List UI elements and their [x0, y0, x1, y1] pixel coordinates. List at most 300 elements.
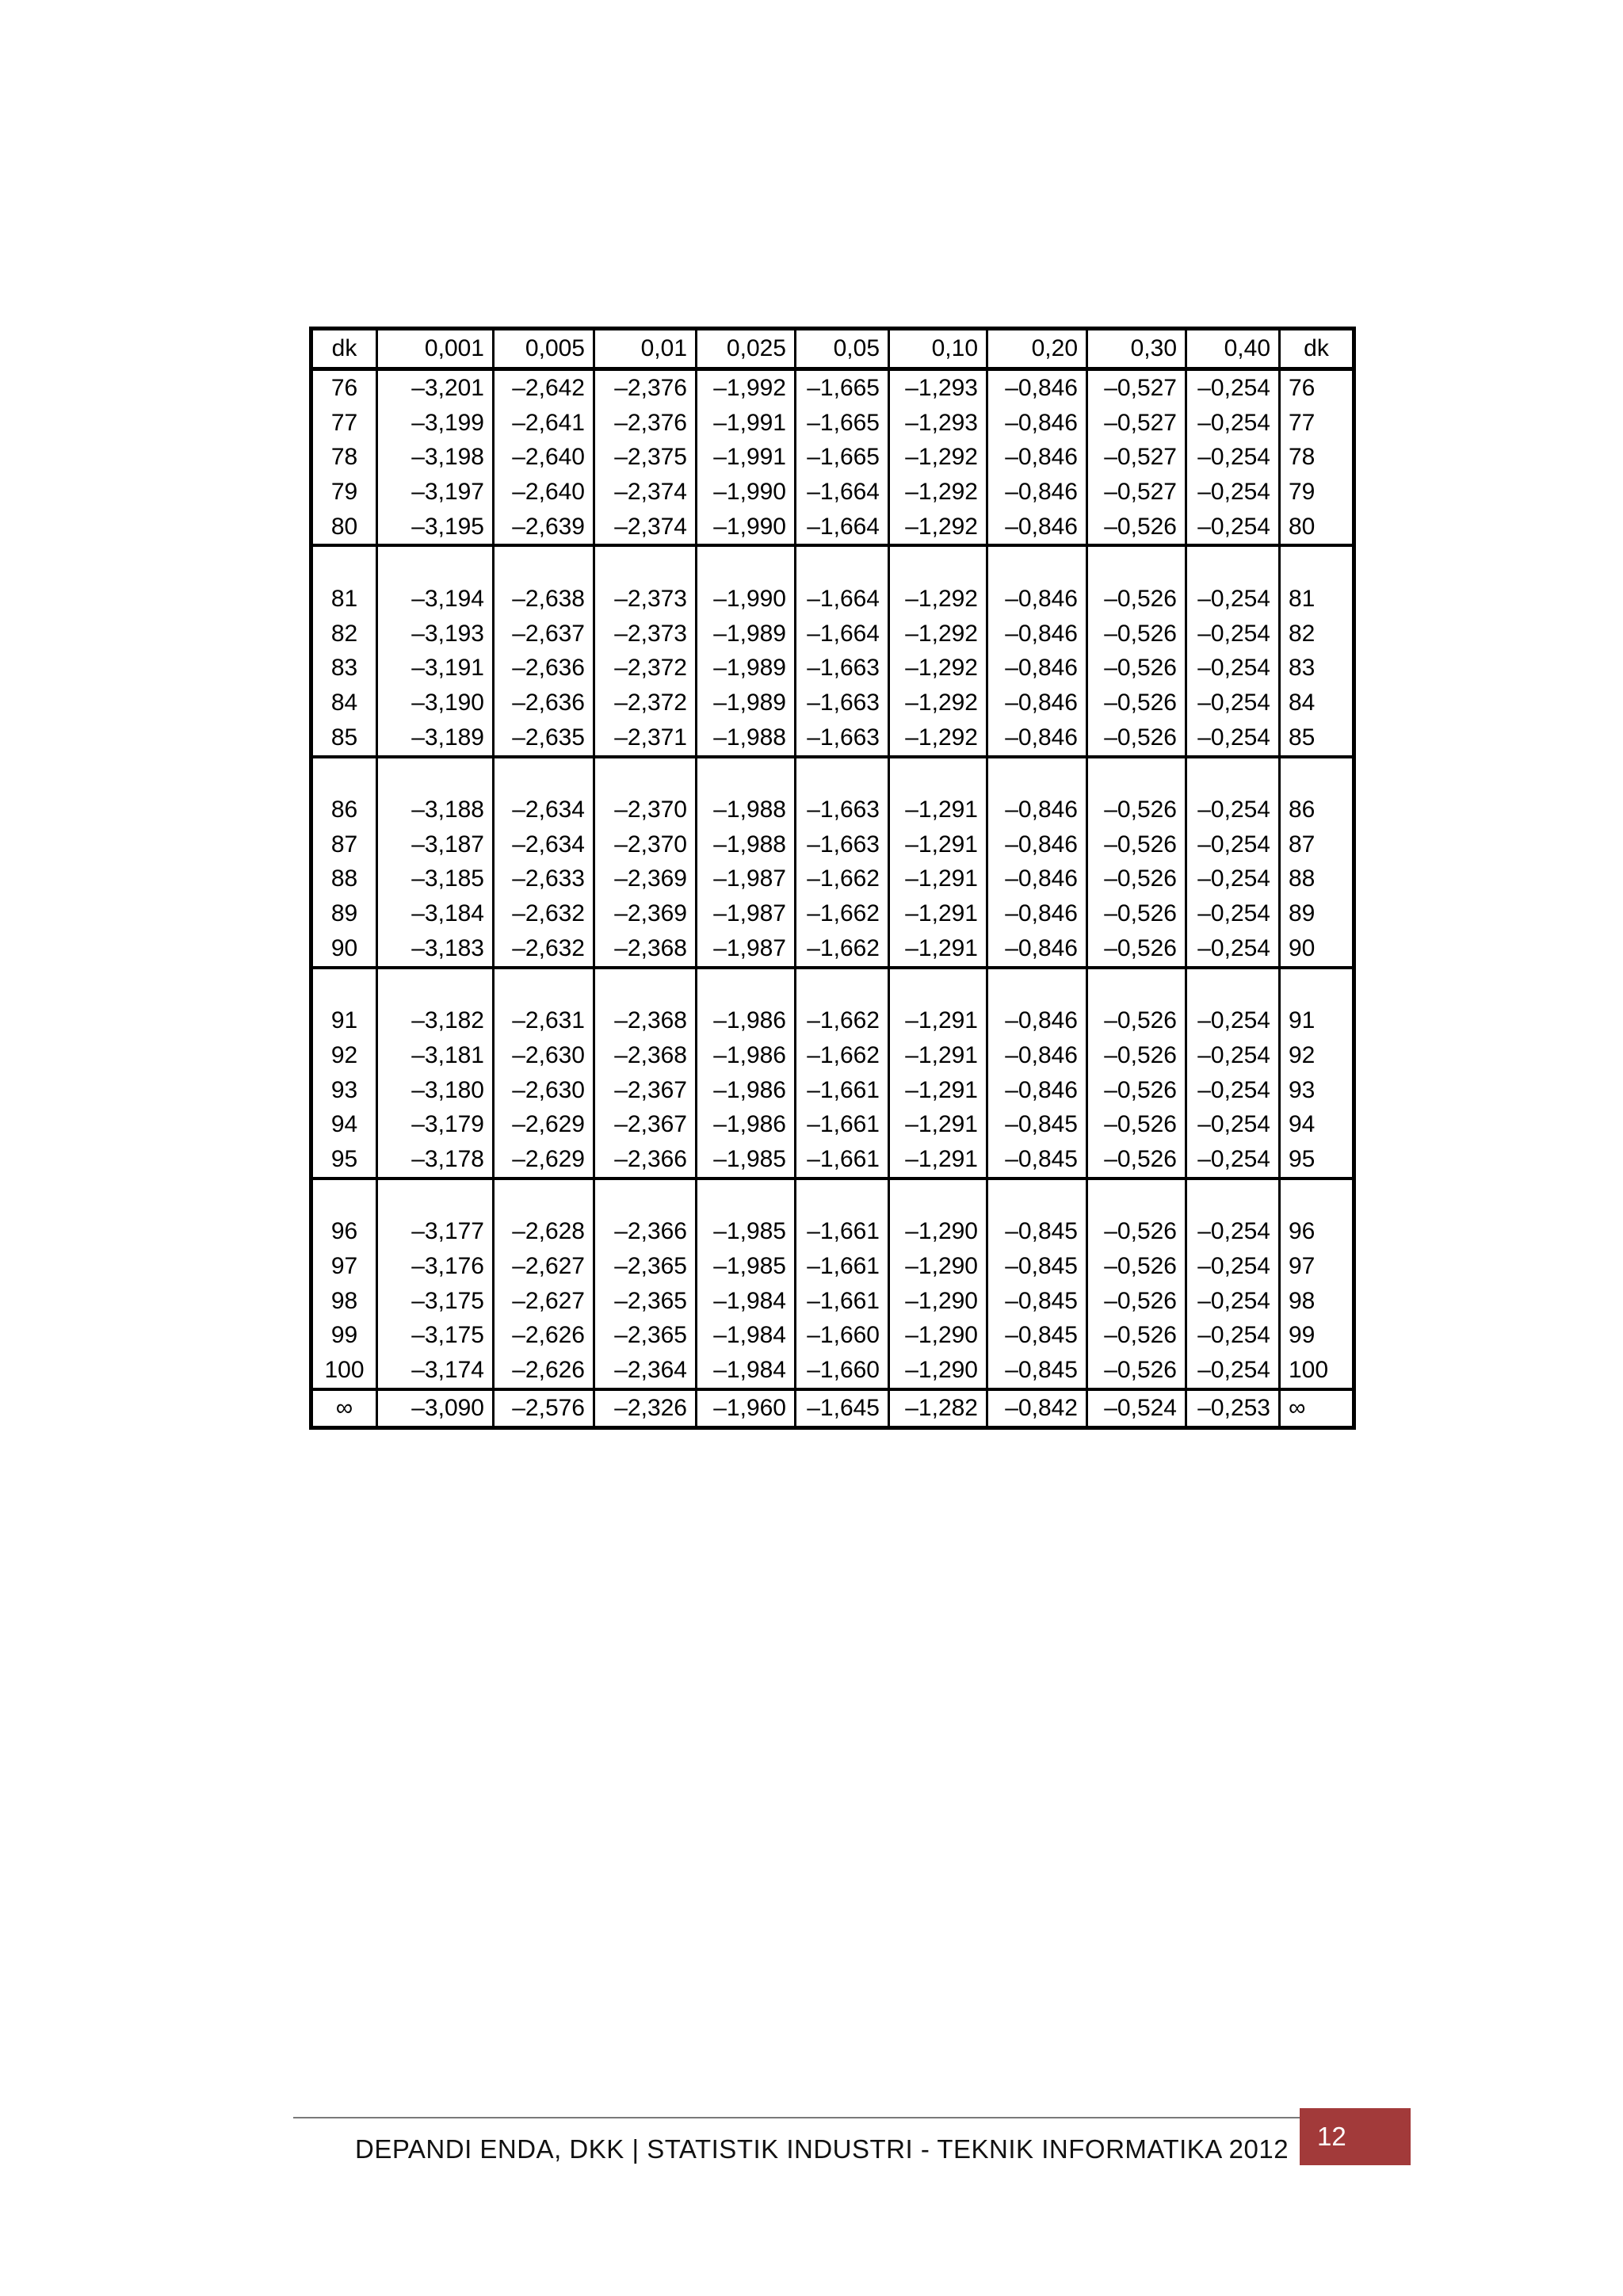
cell-value: –0,526	[1087, 1003, 1186, 1038]
cell-value: –1,291	[889, 1038, 987, 1073]
spacer-cell	[494, 968, 594, 1004]
cell-dk-right: 92	[1280, 1038, 1354, 1073]
table-row	[311, 793, 1354, 827]
table-header-row	[311, 329, 1354, 369]
cell-value: –0,526	[1087, 720, 1186, 757]
cell-value: –0,846	[987, 896, 1087, 931]
cell-value: –2,326	[594, 1389, 697, 1428]
header-alpha: 0,01	[594, 329, 697, 369]
cell-value: –1,990	[697, 475, 796, 510]
cell-value: –3,195	[377, 510, 494, 546]
cell-value: –1,292	[889, 720, 987, 757]
spacer-cell	[594, 545, 697, 582]
table-body	[311, 369, 1354, 1428]
cell-value: –2,632	[494, 931, 594, 968]
cell-value: –1,663	[796, 720, 889, 757]
cell-value: –2,366	[594, 1142, 697, 1179]
header-alpha: 0,025	[697, 329, 796, 369]
cell-value: –1,664	[796, 475, 889, 510]
cell-value: –1,660	[796, 1319, 889, 1354]
table-row	[311, 617, 1354, 651]
cell-dk-right: 99	[1280, 1319, 1354, 1354]
spacer-cell	[987, 968, 1087, 1004]
cell-value: –1,989	[697, 651, 796, 686]
cell-value: –1,662	[796, 931, 889, 968]
cell-value: –0,527	[1087, 369, 1186, 406]
cell-value: –0,526	[1087, 510, 1186, 546]
cell-value: –1,662	[796, 1003, 889, 1038]
cell-value: –0,254	[1186, 1284, 1280, 1319]
cell-value: –2,365	[594, 1284, 697, 1319]
cell-value: –3,197	[377, 475, 494, 510]
cell-value: –1,960	[697, 1389, 796, 1428]
spacer-cell	[796, 545, 889, 582]
cell-dk-left: 96	[311, 1215, 377, 1250]
cell-value: –2,374	[594, 510, 697, 546]
cell-dk-left: 91	[311, 1003, 377, 1038]
cell-value: –2,640	[494, 440, 594, 475]
spacer-cell	[697, 1179, 796, 1215]
cell-value: –0,526	[1087, 1319, 1186, 1354]
spacer-cell	[311, 545, 377, 582]
cell-value: –1,662	[796, 1038, 889, 1073]
cell-value: –2,636	[494, 686, 594, 720]
cell-value: –1,293	[889, 369, 987, 406]
spacer-cell	[889, 757, 987, 793]
cell-dk-right: 94	[1280, 1107, 1354, 1142]
cell-value: –1,986	[697, 1107, 796, 1142]
cell-value: –0,254	[1186, 369, 1280, 406]
cell-value: –3,180	[377, 1073, 494, 1108]
cell-dk-left: 88	[311, 862, 377, 897]
cell-value: –2,628	[494, 1215, 594, 1250]
cell-dk-left: 79	[311, 475, 377, 510]
spacer-cell	[697, 757, 796, 793]
spacer-cell	[1087, 1179, 1186, 1215]
cell-value: –3,175	[377, 1284, 494, 1319]
cell-value: –1,291	[889, 1073, 987, 1108]
cell-dk-right: 83	[1280, 651, 1354, 686]
cell-dk-left: 87	[311, 827, 377, 862]
cell-value: –0,526	[1087, 896, 1186, 931]
cell-dk-left: 82	[311, 617, 377, 651]
cell-value: –1,291	[889, 1003, 987, 1038]
table-row	[311, 1142, 1354, 1179]
cell-value: –0,526	[1087, 1284, 1186, 1319]
cell-value: –0,254	[1186, 651, 1280, 686]
cell-value: –3,201	[377, 369, 494, 406]
cell-value: –0,846	[987, 651, 1087, 686]
cell-value: –1,665	[796, 369, 889, 406]
cell-value: –1,986	[697, 1073, 796, 1108]
cell-value: –0,526	[1087, 793, 1186, 827]
cell-value: –0,845	[987, 1142, 1087, 1179]
cell-value: –0,846	[987, 686, 1087, 720]
group-spacer-row	[311, 968, 1354, 1004]
t-distribution-table	[309, 327, 1356, 1430]
cell-value: –0,527	[1087, 475, 1186, 510]
cell-value: –1,661	[796, 1107, 889, 1142]
cell-value: –0,524	[1087, 1389, 1186, 1428]
cell-value: –3,189	[377, 720, 494, 757]
cell-value: –1,663	[796, 827, 889, 862]
cell-dk-left: 99	[311, 1319, 377, 1354]
cell-value: –2,370	[594, 793, 697, 827]
cell-dk-left: 80	[311, 510, 377, 546]
cell-dk-left: 95	[311, 1142, 377, 1179]
table-row	[311, 510, 1354, 546]
cell-value: –2,633	[494, 862, 594, 897]
cell-value: –1,290	[889, 1353, 987, 1389]
cell-value: –2,640	[494, 475, 594, 510]
cell-value: –1,291	[889, 896, 987, 931]
spacer-cell	[987, 757, 1087, 793]
page-number-badge: 12	[1300, 2108, 1411, 2165]
cell-value: –0,846	[987, 406, 1087, 441]
cell-value: –1,661	[796, 1142, 889, 1179]
cell-value: –2,368	[594, 1003, 697, 1038]
cell-dk-right: 80	[1280, 510, 1354, 546]
cell-value: –1,291	[889, 1107, 987, 1142]
cell-dk-left: 85	[311, 720, 377, 757]
cell-value: –1,992	[697, 369, 796, 406]
cell-value: –1,986	[697, 1038, 796, 1073]
cell-value: –2,634	[494, 827, 594, 862]
cell-value: –0,254	[1186, 931, 1280, 968]
cell-value: –3,178	[377, 1142, 494, 1179]
footer-text: DEPANDI ENDA, DKK | STATISTIK INDUSTRI - TEKNIK INFORMATIKA 2012	[355, 2134, 1289, 2164]
table-row	[311, 440, 1354, 475]
table-row	[311, 1353, 1354, 1389]
cell-value: –1,990	[697, 582, 796, 617]
header-alpha: 0,05	[796, 329, 889, 369]
cell-value: –1,984	[697, 1284, 796, 1319]
spacer-cell	[1087, 968, 1186, 1004]
table-row	[311, 720, 1354, 757]
spacer-cell	[594, 757, 697, 793]
cell-value: –1,987	[697, 896, 796, 931]
cell-value: –1,990	[697, 510, 796, 546]
cell-value: –2,635	[494, 720, 594, 757]
cell-value: –1,987	[697, 931, 796, 968]
spacer-cell	[377, 545, 494, 582]
table-row	[311, 651, 1354, 686]
cell-dk-left: 97	[311, 1249, 377, 1284]
cell-dk-right: 93	[1280, 1073, 1354, 1108]
spacer-cell	[311, 1179, 377, 1215]
cell-value: –1,988	[697, 793, 796, 827]
cell-value: –1,662	[796, 896, 889, 931]
cell-dk-right: 89	[1280, 896, 1354, 931]
cell-value: –0,254	[1186, 862, 1280, 897]
cell-value: –2,630	[494, 1073, 594, 1108]
cell-value: –0,527	[1087, 406, 1186, 441]
cell-value: –2,631	[494, 1003, 594, 1038]
cell-value: –0,254	[1186, 440, 1280, 475]
t-distribution-table-container	[309, 327, 1352, 1430]
cell-value: –0,254	[1186, 1142, 1280, 1179]
header-alpha: 0,005	[494, 329, 594, 369]
cell-value: –2,376	[594, 406, 697, 441]
spacer-cell	[987, 545, 1087, 582]
header-dk-left: dk	[311, 329, 377, 369]
table-row	[311, 862, 1354, 897]
spacer-cell	[796, 757, 889, 793]
table-row	[311, 1319, 1354, 1354]
cell-dk-right: 90	[1280, 931, 1354, 968]
cell-value: –0,846	[987, 827, 1087, 862]
cell-value: –0,526	[1087, 1249, 1186, 1284]
group-spacer-row	[311, 1179, 1354, 1215]
cell-value: –2,638	[494, 582, 594, 617]
header-dk-right: dk	[1280, 329, 1354, 369]
cell-value: –3,190	[377, 686, 494, 720]
spacer-cell	[594, 1179, 697, 1215]
cell-value: –2,367	[594, 1107, 697, 1142]
cell-value: –0,526	[1087, 1353, 1186, 1389]
cell-value: –0,846	[987, 582, 1087, 617]
table-row	[311, 827, 1354, 862]
cell-value: –1,290	[889, 1319, 987, 1354]
cell-value: –0,254	[1186, 686, 1280, 720]
cell-value: –2,368	[594, 931, 697, 968]
cell-value: –2,632	[494, 896, 594, 931]
cell-value: –0,254	[1186, 1215, 1280, 1250]
cell-dk-left: 94	[311, 1107, 377, 1142]
cell-value: –0,254	[1186, 793, 1280, 827]
header-alpha: 0,001	[377, 329, 494, 369]
cell-value: –1,989	[697, 686, 796, 720]
header-alpha: 0,30	[1087, 329, 1186, 369]
cell-value: –2,630	[494, 1038, 594, 1073]
cell-value: –0,842	[987, 1389, 1087, 1428]
spacer-cell	[1280, 545, 1354, 582]
cell-value: –1,665	[796, 406, 889, 441]
spacer-cell	[494, 545, 594, 582]
cell-value: –2,636	[494, 651, 594, 686]
cell-dk-right: 87	[1280, 827, 1354, 862]
cell-dk-right: 85	[1280, 720, 1354, 757]
cell-value: –3,194	[377, 582, 494, 617]
cell-value: –1,661	[796, 1215, 889, 1250]
cell-value: –0,254	[1186, 510, 1280, 546]
cell-value: –2,372	[594, 686, 697, 720]
table-row	[311, 406, 1354, 441]
cell-dk-right: 88	[1280, 862, 1354, 897]
cell-value: –0,527	[1087, 440, 1186, 475]
header-alpha: 0,10	[889, 329, 987, 369]
cell-value: –1,293	[889, 406, 987, 441]
table-row-infinity	[311, 1389, 1354, 1428]
cell-value: –2,366	[594, 1215, 697, 1250]
cell-value: –1,292	[889, 686, 987, 720]
cell-value: –1,291	[889, 1142, 987, 1179]
cell-dk-left: 81	[311, 582, 377, 617]
cell-value: –1,291	[889, 862, 987, 897]
cell-dk-left: 93	[311, 1073, 377, 1108]
spacer-cell	[1186, 545, 1280, 582]
spacer-cell	[796, 968, 889, 1004]
table-row	[311, 1284, 1354, 1319]
cell-value: –2,369	[594, 896, 697, 931]
cell-value: –2,364	[594, 1353, 697, 1389]
cell-value: –0,526	[1087, 1107, 1186, 1142]
cell-value: –3,174	[377, 1353, 494, 1389]
cell-dk-left: 83	[311, 651, 377, 686]
table-row	[311, 1003, 1354, 1038]
cell-value: –2,629	[494, 1107, 594, 1142]
group-spacer-row	[311, 757, 1354, 793]
spacer-cell	[1186, 1179, 1280, 1215]
cell-value: –0,526	[1087, 686, 1186, 720]
cell-value: –1,663	[796, 651, 889, 686]
cell-value: –1,663	[796, 686, 889, 720]
cell-value: –1,991	[697, 440, 796, 475]
cell-dk-left: 89	[311, 896, 377, 931]
cell-value: –2,373	[594, 582, 697, 617]
cell-value: –3,183	[377, 931, 494, 968]
cell-value: –0,845	[987, 1353, 1087, 1389]
cell-value: –1,645	[796, 1389, 889, 1428]
cell-value: –3,199	[377, 406, 494, 441]
cell-dk-left: 100	[311, 1353, 377, 1389]
spacer-cell	[377, 1179, 494, 1215]
cell-value: –0,845	[987, 1284, 1087, 1319]
spacer-cell	[311, 968, 377, 1004]
cell-value: –0,846	[987, 931, 1087, 968]
cell-value: –3,182	[377, 1003, 494, 1038]
spacer-cell	[594, 968, 697, 1004]
cell-value: –1,661	[796, 1284, 889, 1319]
spacer-cell	[697, 545, 796, 582]
cell-dk-right: 96	[1280, 1215, 1354, 1250]
cell-dk-left: 90	[311, 931, 377, 968]
table-row	[311, 1073, 1354, 1108]
cell-value: –0,845	[987, 1107, 1087, 1142]
cell-dk-left: 86	[311, 793, 377, 827]
cell-value: –1,984	[697, 1353, 796, 1389]
cell-value: –0,526	[1087, 1038, 1186, 1073]
cell-value: –1,292	[889, 582, 987, 617]
cell-value: –1,664	[796, 617, 889, 651]
cell-value: –0,846	[987, 475, 1087, 510]
cell-value: –2,369	[594, 862, 697, 897]
cell-value: –3,175	[377, 1319, 494, 1354]
cell-dk-right: 82	[1280, 617, 1354, 651]
cell-dk-left: 76	[311, 369, 377, 406]
table-row	[311, 369, 1354, 406]
cell-value: –1,290	[889, 1215, 987, 1250]
cell-value: –0,526	[1087, 582, 1186, 617]
cell-dk-right: ∞	[1280, 1389, 1354, 1428]
cell-value: –0,526	[1087, 862, 1186, 897]
cell-dk-right: 76	[1280, 369, 1354, 406]
cell-value: –0,254	[1186, 827, 1280, 862]
cell-value: –2,641	[494, 406, 594, 441]
cell-value: –1,662	[796, 862, 889, 897]
cell-value: –0,254	[1186, 720, 1280, 757]
cell-value: –1,291	[889, 931, 987, 968]
cell-value: –0,846	[987, 617, 1087, 651]
cell-value: –0,254	[1186, 475, 1280, 510]
table-row	[311, 1038, 1354, 1073]
cell-value: –2,376	[594, 369, 697, 406]
cell-value: –1,988	[697, 720, 796, 757]
cell-value: –0,254	[1186, 406, 1280, 441]
cell-value: –0,526	[1087, 827, 1186, 862]
cell-value: –3,184	[377, 896, 494, 931]
table-row	[311, 1249, 1354, 1284]
cell-value: –2,372	[594, 651, 697, 686]
table-row	[311, 931, 1354, 968]
cell-value: –0,253	[1186, 1389, 1280, 1428]
cell-value: –1,991	[697, 406, 796, 441]
cell-dk-left: ∞	[311, 1389, 377, 1428]
cell-value: –1,987	[697, 862, 796, 897]
cell-value: –1,665	[796, 440, 889, 475]
cell-value: –2,634	[494, 793, 594, 827]
cell-value: –3,179	[377, 1107, 494, 1142]
cell-value: –2,373	[594, 617, 697, 651]
cell-value: –1,663	[796, 793, 889, 827]
table-row	[311, 475, 1354, 510]
spacer-cell	[494, 1179, 594, 1215]
cell-dk-right: 78	[1280, 440, 1354, 475]
spacer-cell	[1280, 757, 1354, 793]
cell-dk-right: 79	[1280, 475, 1354, 510]
cell-value: –0,846	[987, 1073, 1087, 1108]
cell-dk-right: 84	[1280, 686, 1354, 720]
cell-value: –0,846	[987, 510, 1087, 546]
cell-value: –2,627	[494, 1249, 594, 1284]
spacer-cell	[494, 757, 594, 793]
cell-value: –1,985	[697, 1249, 796, 1284]
cell-dk-left: 92	[311, 1038, 377, 1073]
cell-value: –1,660	[796, 1353, 889, 1389]
cell-value: –2,367	[594, 1073, 697, 1108]
cell-value: –0,254	[1186, 1003, 1280, 1038]
spacer-cell	[987, 1179, 1087, 1215]
cell-value: –2,374	[594, 475, 697, 510]
cell-value: –2,368	[594, 1038, 697, 1073]
cell-value: –0,254	[1186, 1319, 1280, 1354]
cell-value: –2,626	[494, 1319, 594, 1354]
cell-value: –3,188	[377, 793, 494, 827]
cell-value: –1,292	[889, 510, 987, 546]
cell-value: –0,526	[1087, 1073, 1186, 1108]
cell-value: –0,846	[987, 793, 1087, 827]
cell-value: –2,642	[494, 369, 594, 406]
table-row	[311, 896, 1354, 931]
cell-value: –1,664	[796, 510, 889, 546]
cell-value: –3,185	[377, 862, 494, 897]
spacer-cell	[889, 545, 987, 582]
cell-dk-right: 100	[1280, 1353, 1354, 1389]
cell-value: –3,181	[377, 1038, 494, 1073]
cell-value: –0,526	[1087, 651, 1186, 686]
cell-value: –1,989	[697, 617, 796, 651]
cell-value: –3,176	[377, 1249, 494, 1284]
cell-value: –1,661	[796, 1249, 889, 1284]
cell-dk-left: 98	[311, 1284, 377, 1319]
cell-value: –0,845	[987, 1319, 1087, 1354]
cell-value: –0,846	[987, 862, 1087, 897]
cell-value: –1,292	[889, 475, 987, 510]
cell-value: –2,626	[494, 1353, 594, 1389]
cell-value: –0,254	[1186, 896, 1280, 931]
cell-value: –3,193	[377, 617, 494, 651]
cell-value: –0,526	[1087, 617, 1186, 651]
